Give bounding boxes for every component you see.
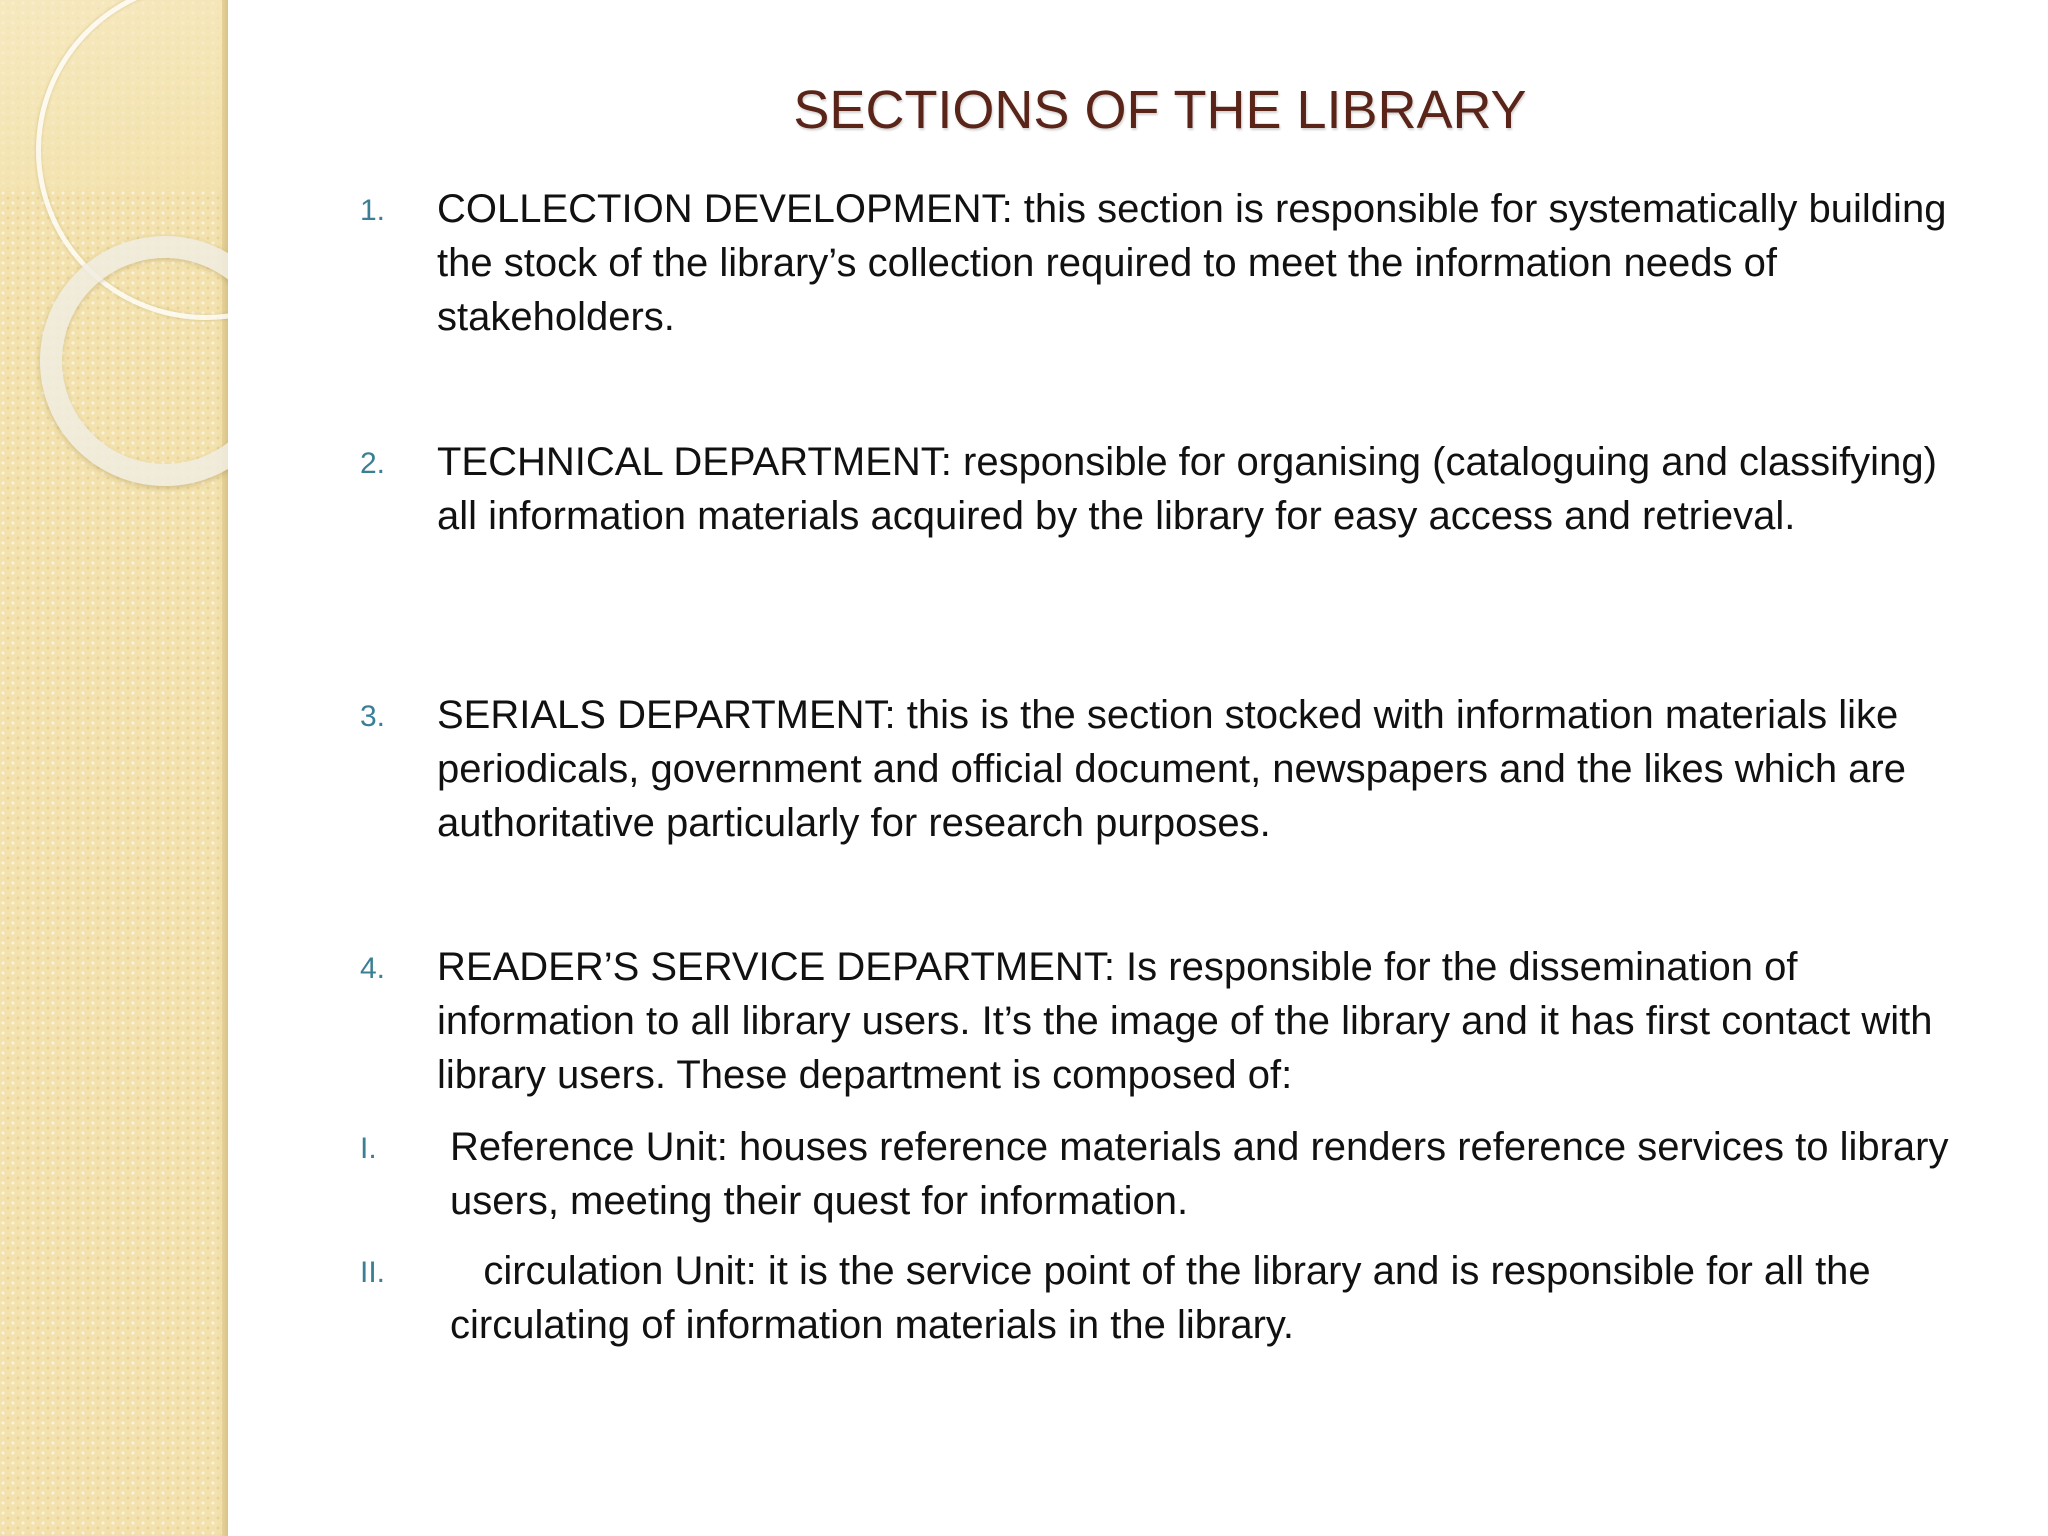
decorative-side-band [0, 0, 228, 1536]
sub-list-item-number: II. [360, 1256, 386, 1289]
list-item-text: SERIALS DEPARTMENT: this is the section stocked with information materials like periodicals, government and official document, newspapers and the likes which are authoritative particularly for research purposes. [437, 693, 1906, 845]
list-item-text: TECHNICAL DEPARTMENT: responsible for organising (cataloguing and classifying) all information materials acquired by the library for easy access and retrieval. [437, 440, 1937, 538]
list-item-number: 2. [360, 447, 386, 480]
sub-list-item-text: Reference Unit: houses reference materials and renders reference services to library users, meeting their quest for information. [450, 1125, 1949, 1223]
decorative-small-ring [40, 236, 228, 486]
list-item-number: 3. [360, 700, 386, 733]
sub-list-item-text: circulation Unit: it is the service point of the library and is responsible for all the circulating of information materials in the library. [450, 1249, 1882, 1347]
list-item-text: COLLECTION DEVELOPMENT: this section is responsible for systematically building the stock of the library’s collection required to meet the information needs of stakeholders. [437, 187, 1947, 339]
list-item-number: 1. [360, 194, 386, 227]
sub-list-item-number: I. [360, 1132, 377, 1165]
list-item-number: 4. [360, 952, 386, 985]
slide-title: SECTIONS OF THE LIBRARY [793, 80, 1527, 140]
list-item-text: READER’S SERVICE DEPARTMENT: Is responsible for the dissemination of information to all library users. It’s the image of the library and it has first contact with library users. These department is composed of: [437, 945, 1933, 1097]
